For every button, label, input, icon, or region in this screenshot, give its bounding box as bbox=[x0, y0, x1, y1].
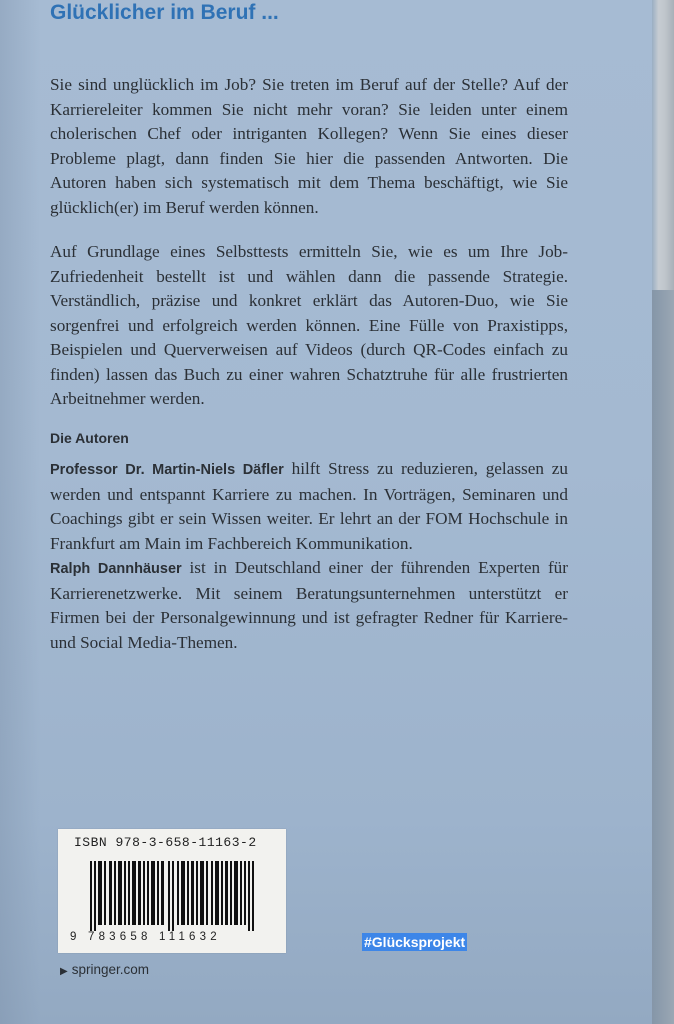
author-2-bio-block bbox=[50, 556, 568, 655]
isbn-number: ISBN 978-3-658-11163-2 bbox=[74, 835, 257, 850]
page-edge-shadow bbox=[652, 290, 674, 1024]
authors-heading: Die Autoren bbox=[50, 430, 129, 446]
barcode-digits: 9 783658 111632 bbox=[70, 931, 221, 943]
hashtag-label: #Glücksprojekt bbox=[364, 934, 466, 950]
publisher-link[interactable] bbox=[60, 962, 149, 977]
blurb-paragraph-2: Auf Grundlage eines Selbsttests ermitteln Sie, wie es um Ihre Job-Zufriedenheit bestellt ist und wählen dann die passende Strategie. Verständlich, präzise und konkret erklärt das Autoren-Duo, wie Sie sorgenfrei und erfolgreich werden können. Eine Fülle von Praxistipps, Beispielen und Querverweisen auf Videos (durch QR-Codes einfach zu finden) lassen das Buch zu einer wahren Schatztruhe für alle frustrierten Arbeitnehmer werden. bbox=[50, 242, 568, 408]
publisher-url: springer.com bbox=[71, 962, 149, 977]
isbn-barcode-label bbox=[58, 829, 286, 953]
author-2-bio: ist in Deutschland einer der führenden Experten für Karrierenetzwerke. Mit seinem Beratungsunternehmen unterstützt er Firmen bei der Personalgewinnung und ist gefragter Redner für Karriere- und Social Media-Themen. bbox=[50, 558, 568, 652]
author-1-bio-block bbox=[50, 457, 568, 556]
book-title: Glücklicher im Beruf ... bbox=[50, 1, 279, 24]
blurb-paragraph-1: Sie sind unglücklich im Job? Sie treten im Beruf auf der Stelle? Auf der Karriereleiter kommen Sie nicht mehr voran? Sie leiden unter einem cholerischen Chef oder intriganten Kollegen? Wenn Sie eines dieser Probleme plagt, dann finden Sie hier die passenden Antworten. Die Autoren haben sich systematisch mit dem Thema beschäftigt, wie Sie glücklich(er) im Beruf werden können. bbox=[50, 75, 568, 217]
author-1-bio: hilft Stress zu reduzieren, gelassen zu werden und entspannt Karriere zu machen. In Vorträgen, Seminaren und Coachings gibt er sein Wissen weiter. Er lehrt an der FOM Hochschule in Frankfurt am Main im Fachbereich Kommunikation. bbox=[50, 459, 568, 553]
triangle-arrow-icon: ▶ bbox=[60, 966, 68, 977]
author-2-name: Ralph Dannhäuser bbox=[50, 561, 182, 577]
author-1-name: Professor Dr. Martin-Niels Däfler bbox=[50, 462, 284, 478]
cover-shadow bbox=[0, 0, 40, 1024]
authors-section bbox=[50, 457, 568, 655]
page-edge bbox=[652, 0, 674, 1024]
barcode-icon bbox=[90, 861, 260, 931]
